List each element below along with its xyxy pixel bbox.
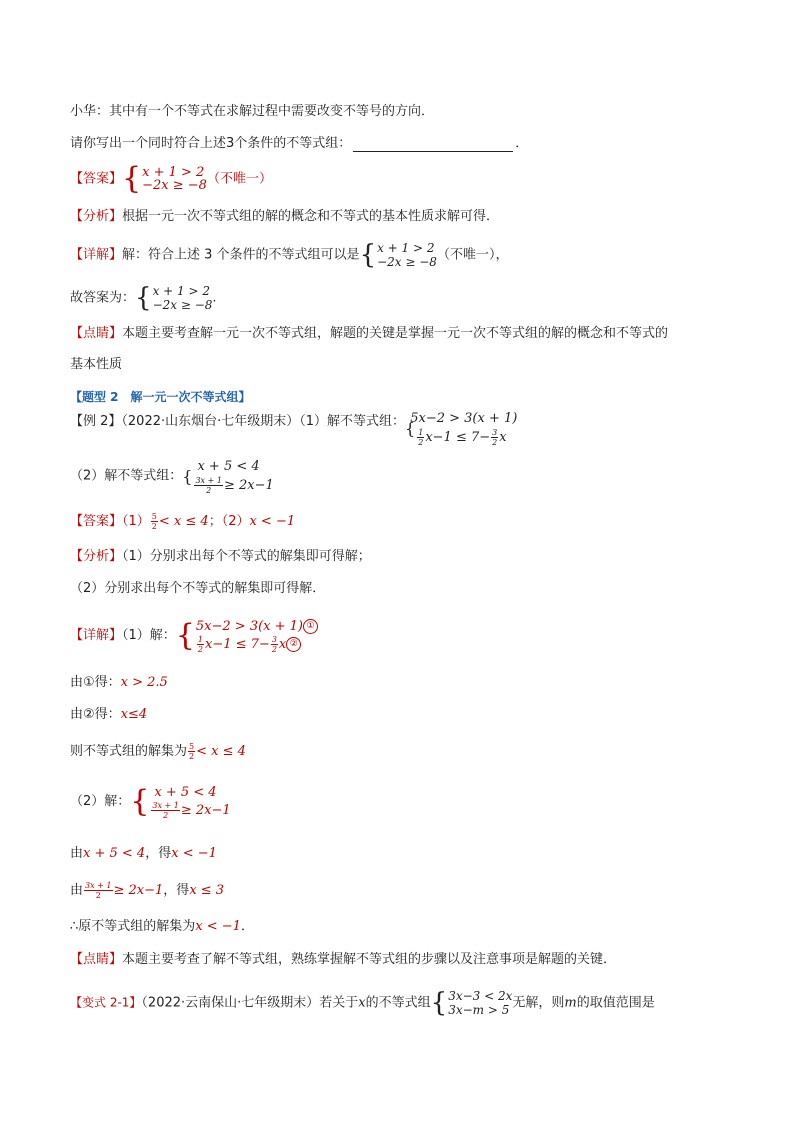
detail-2-eq-bot-b: x	[278, 637, 287, 652]
frac-half	[417, 428, 424, 447]
answer-2-ineq2: x < −1	[249, 514, 296, 529]
example-2-system-1: { 5x−2 > 3(x + 1) $\frac{1}{2}$ x−1 ≤ 7− $\frac{3}{2}$ x	[405, 411, 518, 447]
comment-1-line2: 基本性质	[70, 357, 123, 372]
analysis-2-line2: （2）分别求出每个不等式的解集即可得解．	[70, 581, 326, 596]
frac-five-halves	[151, 512, 158, 531]
answer-tag: 【答案】	[70, 171, 123, 187]
answer-1-note: （不唯一）	[206, 171, 272, 187]
from-4-mid: ，得	[163, 883, 190, 898]
from-2-result: x≤4	[120, 707, 148, 722]
detail-1-eq1: x + 1 > 2	[377, 241, 435, 255]
xiaohua-statement: 小华：其中有一个不等式在求解过程中需要改变不等号的方向．	[70, 104, 435, 119]
circle-2: ②	[286, 637, 301, 652]
from-3-pre: 由	[70, 846, 84, 861]
frac-five-halves	[188, 742, 195, 761]
ex2-sys1-bottom	[416, 428, 517, 447]
comment-2-text: 本题主要考查了解不等式组，熟练掌握解不等式组的步骤以及注意事项是解题的关键．	[122, 952, 617, 967]
example-2-system-2: { x + 5 < 4 $\frac{3x + 1}{2}$ ≥ 2x−1	[182, 459, 274, 495]
frac-den: 2	[95, 891, 101, 900]
example-2	[70, 411, 518, 447]
analysis-2-line1	[70, 549, 371, 565]
detail-2-system-2: { x + 5 < 4 $\frac{3x + 1}{2}$ ≥ 2x−1	[130, 784, 231, 820]
frac-den: 2	[197, 645, 203, 654]
answer-2	[70, 512, 295, 531]
frac-den: 2	[206, 486, 212, 495]
ex2-sys1-bot-a: x−1 ≤ 7−	[425, 430, 491, 445]
answer-tag: 【答案】	[70, 514, 123, 529]
step-from-2	[70, 707, 147, 723]
frac-num: 5	[151, 512, 157, 521]
from-2-label: 由②得：	[70, 707, 121, 722]
step-from-1	[70, 675, 168, 691]
variant-eq2: 3x−m > 5	[448, 1003, 510, 1017]
answer-1	[70, 161, 272, 196]
answer-2-ineq1: < x ≤ 4	[158, 514, 209, 529]
detail-2-p2: （2）解：	[70, 794, 131, 809]
detail-1-eq2: −2x ≥ −8	[377, 255, 437, 269]
comment-1-line1	[70, 326, 668, 342]
final-1-system: { x + 1 > 2 −2x ≥ −8	[135, 283, 213, 313]
from-3-result: x < −1	[171, 846, 217, 861]
detail-2	[70, 618, 318, 654]
from-4-eq: ≥ 2x−1	[113, 883, 164, 898]
solution-set-1	[70, 742, 246, 761]
solution-1-pre: 则不等式组的解集为	[70, 744, 188, 759]
frac-den: 2	[163, 811, 169, 820]
detail-2-eq-bottom	[196, 635, 318, 654]
answer-1-system: { x + 1 > 2 −2x ≥ −8	[122, 161, 207, 196]
frac-num: 3x + 1	[195, 476, 222, 485]
solution-1-ineq: < x ≤ 4	[196, 744, 246, 759]
comment-tag: 【点睛】	[70, 326, 123, 341]
frac-three-halves	[491, 428, 498, 447]
analysis-1-text: 根据一元一次不等式组的解的概念和不等式的基本性质求解可得．	[122, 209, 500, 224]
variant-2-1	[70, 988, 655, 1018]
question-prompt	[70, 136, 528, 152]
variant-var-x: x	[358, 995, 366, 1011]
step-from-3	[70, 846, 217, 862]
from-4-result: x ≤ 3	[189, 883, 225, 898]
ex2-sys2-bot: ≥ 2x−1	[223, 478, 274, 493]
ex2-sys1-bot-b: x	[499, 430, 507, 445]
detail-2-eq-bot-a: x−1 ≤ 7−	[204, 637, 270, 652]
frac-num: 3	[271, 635, 277, 644]
detail-1-pre: 解：符合上述 3 个条件的不等式组可以是	[122, 247, 360, 263]
topic-2-heading: 【题型 2 解一元一次不等式组】	[70, 390, 251, 404]
frac-den: 2	[271, 645, 277, 654]
question-text: 请你写出一个同时符合上述3个条件的不等式组：	[70, 136, 352, 151]
frac-den: 2	[151, 522, 157, 531]
frac-den: 2	[189, 752, 195, 761]
final-1-eq1: x + 1 > 2	[152, 284, 210, 298]
frac-half	[197, 635, 204, 654]
from-4-pre: 由	[70, 883, 84, 898]
comment-1-text1: 本题主要考查解一元一次不等式组，解题的关键是掌握一元一次不等式组的解的概念和不等式的	[122, 326, 669, 341]
ex2-sys2-top: x + 5 < 4	[197, 459, 260, 474]
frac-den: 2	[492, 438, 498, 447]
detail-2-eq2-top: x + 5 < 4	[154, 785, 217, 800]
variant-end: 的取值范围是	[576, 995, 655, 1011]
example-2-part-2	[70, 458, 274, 495]
frac-num: 1	[418, 428, 424, 437]
frac-num: 3x + 1	[85, 881, 112, 890]
analysis-1	[70, 209, 499, 225]
variant-label: 【变式 2-1】	[70, 995, 142, 1010]
detail-2-eq2-bottom	[150, 801, 230, 820]
detail-tag: 【详解】	[70, 628, 123, 643]
variant-system: { 3x−3 < 2x 3x−m > 5	[430, 988, 513, 1018]
variant-post: 无解，则	[512, 995, 565, 1011]
answer-1-eq1: x + 1 > 2	[142, 165, 205, 180]
detail-2-eq-top	[196, 618, 318, 635]
frac-3x-plus-1	[84, 881, 112, 900]
from-3-eq: x + 5 < 4	[83, 846, 146, 861]
conclusion-end: ．	[240, 919, 254, 934]
frac-num: 3x + 1	[152, 801, 179, 810]
ex2-sys2-bottom	[193, 476, 273, 495]
step-from-4	[70, 881, 224, 900]
answer-blank	[353, 137, 513, 152]
detail-1	[70, 240, 508, 270]
final-1-eq2: −2x ≥ −8	[152, 298, 213, 312]
frac-num: 1	[197, 635, 203, 644]
final-1-pre: 故答案为：	[70, 290, 136, 306]
analysis-2-l1: （1）分别求出每个不等式的解集即可得解；	[122, 549, 371, 564]
frac-num: 5	[189, 742, 195, 751]
detail-2-eq2-bot: ≥ 2x−1	[180, 803, 231, 818]
comment-2	[70, 952, 616, 968]
frac-den: 2	[418, 438, 424, 447]
detail-2-system: { 5x−2 > 3(x + 1) ① $\frac{1}{2}$ x−1 ≤ 7− $\frac{3}{2}$ x ②	[176, 618, 318, 654]
answer-1-eq2: −2x ≥ −8	[142, 178, 207, 193]
question-end: ．	[515, 136, 529, 151]
detail-tag: 【详解】	[70, 247, 123, 263]
detail-1-system: { x + 1 > 2 −2x ≥ −8	[359, 240, 437, 270]
detail-2-eq-top-text: 5x−2 > 3(x + 1)	[195, 619, 303, 634]
answer-2-p1: （1）	[122, 514, 150, 529]
detail-2-p1: （1）解：	[122, 628, 176, 643]
frac-num: 3	[492, 428, 498, 437]
analysis-tag: 【分析】	[70, 209, 123, 224]
frac-3x-plus-1	[151, 801, 179, 820]
example-2-label: 【例 2】	[70, 414, 122, 429]
frac-three-halves	[271, 635, 278, 654]
detail-1-post: （不唯一），	[436, 247, 509, 263]
conclusion	[70, 919, 254, 935]
ex2-sys1-top: 5x−2 > 3(x + 1)	[410, 411, 518, 426]
variant-eq1: 3x−3 < 2x	[448, 989, 513, 1003]
circle-1: ①	[303, 619, 318, 634]
from-1-label: 由①得：	[70, 675, 121, 690]
final-1-post: .	[212, 290, 217, 306]
analysis-tag: 【分析】	[70, 549, 123, 564]
variant-source: （2022·云南保山·七年级期末）若关于	[141, 995, 359, 1011]
variant-mid: 的不等式组	[365, 995, 431, 1011]
conclusion-result: x < −1	[195, 919, 241, 934]
answer-2-sep: ；（2）	[208, 514, 250, 529]
example-2-source: （2022·山东烟台·七年级期末）（1）解不等式组：	[121, 414, 406, 429]
part-2-label: （2）解不等式组：	[70, 468, 183, 484]
from-3-mid: ，得	[145, 846, 172, 861]
detail-2-part-2	[70, 784, 231, 820]
final-answer-1	[70, 283, 217, 313]
conclusion-pre: ∴原不等式组的解集为	[70, 919, 196, 934]
from-1-result: x > 2.5	[120, 675, 168, 690]
comment-tag: 【点睛】	[70, 952, 123, 967]
variant-var-m: m	[564, 995, 577, 1011]
frac-3x-plus-1	[194, 476, 222, 495]
